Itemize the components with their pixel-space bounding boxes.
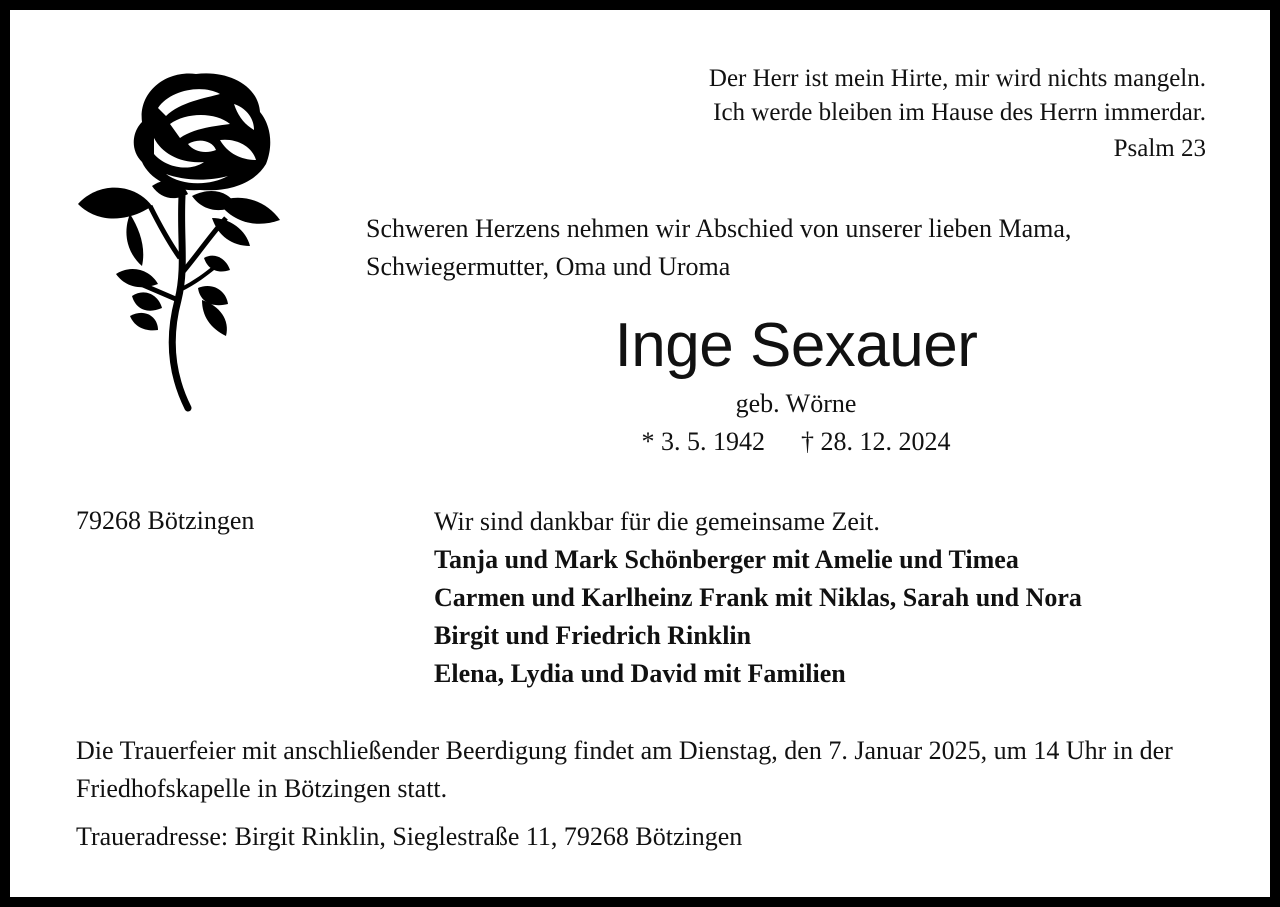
thanks-line: Wir sind dankbar für die gemeinsame Zeit. bbox=[434, 507, 880, 536]
family-line: Elena, Lydia und David mit Familien bbox=[434, 659, 846, 688]
psalm-reference: Psalm 23 bbox=[1113, 135, 1206, 162]
family-line: Birgit und Friedrich Rinklin bbox=[434, 621, 752, 650]
family-line: Carmen und Karlheinz Frank mit Niklas, Sarah und Nora bbox=[434, 583, 1082, 612]
psalm-line: Ich werde bleiben im Hause des Herrn immerdar. bbox=[713, 99, 1206, 126]
service-info: Die Trauerfeier mit anschließender Beerdigung findet am Dienstag, den 7. Januar 2025, um 14 Uhr in der Friedhofskapelle in Bötzingen statt. bbox=[76, 736, 1173, 803]
mourning-address: Traueradresse: Birgit Rinklin, Sieglestraße 11, 79268 Bötzingen bbox=[76, 822, 743, 851]
family-line: Tanja und Mark Schönberger mit Amelie und Timea bbox=[434, 545, 1019, 574]
birth-name: geb. Wörne bbox=[735, 389, 857, 418]
death-date: † 28. 12. 2024 bbox=[801, 427, 951, 456]
mourners-list bbox=[434, 503, 1254, 693]
psalm-line: Der Herr ist mein Hirte, mir wird nichts mangeln. bbox=[708, 65, 1206, 92]
psalm-quote bbox=[709, 62, 1206, 166]
deceased-name: Inge Sexauer bbox=[614, 311, 978, 380]
rose-icon bbox=[70, 68, 285, 413]
location: 79268 Bötzingen bbox=[76, 506, 255, 535]
birth-date: * 3. 5. 1942 bbox=[641, 427, 765, 456]
life-dates bbox=[366, 424, 1226, 460]
intro-text bbox=[366, 210, 1246, 286]
intro-line: Schwiegermutter, Oma und Uroma bbox=[366, 252, 731, 281]
intro-line: Schweren Herzens nehmen wir Abschied von unserer lieben Mama, bbox=[366, 214, 1072, 243]
